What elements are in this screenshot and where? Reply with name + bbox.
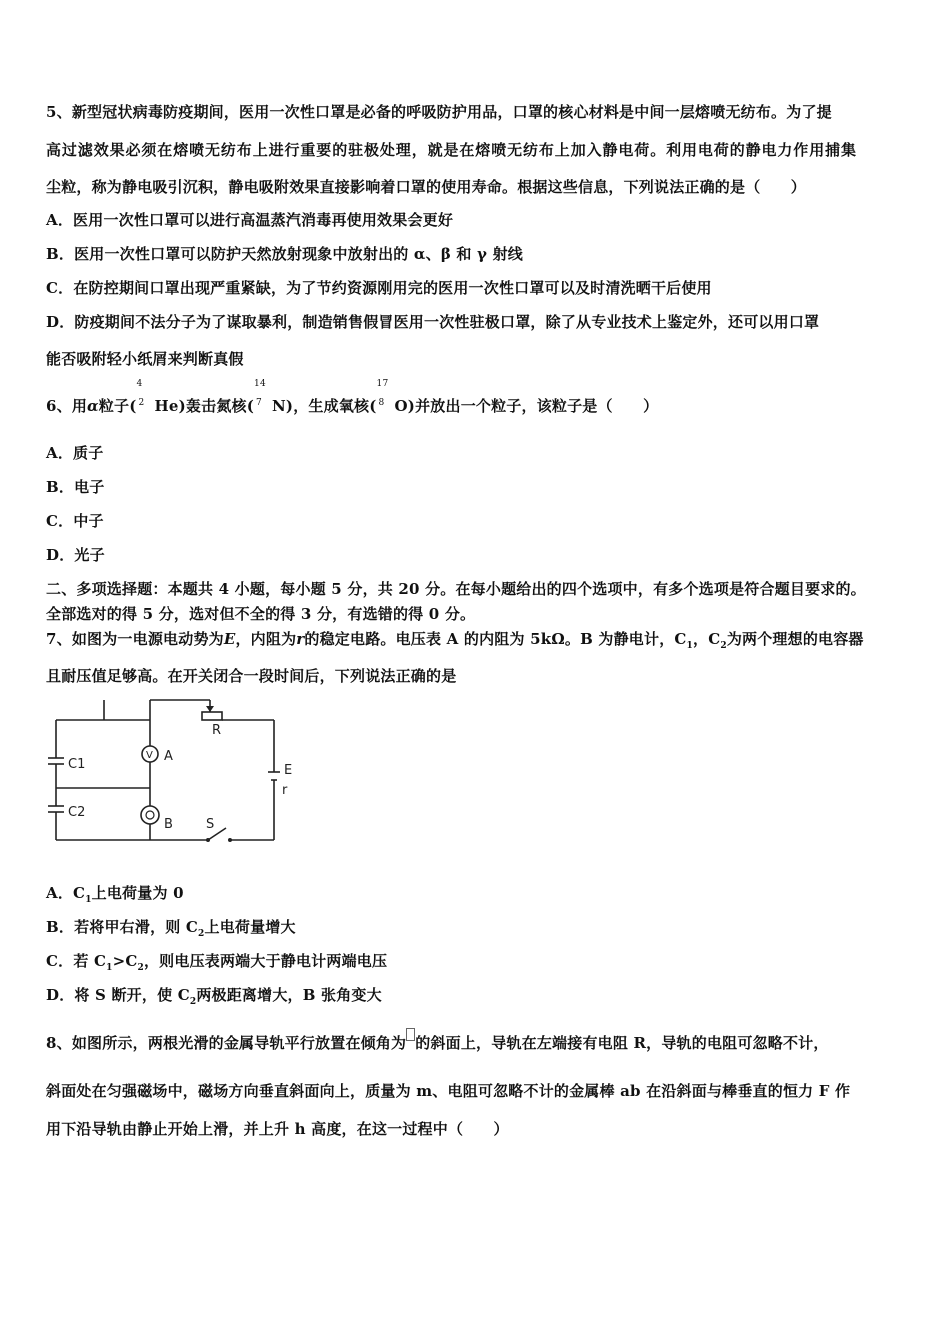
label-e: E [284,763,293,778]
q6-option-d: D．光子 [46,546,105,564]
q8-stem-line3: 用下沿导轨由静止开始上滑，并上升 h 高度，在这一过程中（ ） [46,1120,509,1138]
oxygen-isotope: 17 8 [376,379,389,408]
missing-symbol-box [406,1028,415,1041]
label-a: A [164,749,173,764]
q6-option-b: B．电子 [46,478,105,496]
q5-option-d-line2: 能否吸附轻小纸屑来判断真假 [46,350,244,368]
section2-line1: 二、多项选择题：本题共 4 小题，每小题 5 分，共 20 分。在每小题给出的四个选项中，有多个选项是符合题目要求的。 [46,580,866,598]
q7-stem-line2: 且耐压值足够高。在开关闭合一段时间后，下列说法正确的是 [46,667,457,685]
alpha-symbol: α [87,397,99,415]
q5-option-b: B．医用一次性口罩可以防护天然放射现象中放射出的 α、β 和 γ 射线 [46,245,523,263]
nitrogen-isotope: 14 7 [254,379,266,408]
label-b: B [164,817,173,832]
rheostat-r [202,712,222,720]
label-c1: C1 [68,757,86,772]
q7-stem-line1: 7、如图为一电源电动势为E，内阻为r的稳定电路。电压表 A 的内阻为 5kΩ。B 为静电计，$C_1$，$C_2$为两个理想的电容器 [46,630,864,651]
electrometer-b [141,806,159,824]
label-s: S [206,817,215,832]
label-internal-r: r [282,783,288,798]
q8-stem-line2: 斜面处在匀强磁场中，磁场方向垂直斜面向上，质量为 m、电阻可忽略不计的金属棒 ab 在沿斜面与棒垂直的恒力 F 作 [46,1082,851,1100]
q6-option-a: A．质子 [46,444,104,462]
q7-option-a: A．$C_1$上电荷量为 0 [46,884,184,905]
label-r: R [212,723,222,738]
q5-stem-line2: 高过滤效果必须在熔喷无纺布上进行重要的驻极处理，就是在熔喷无纺布上加入静电荷。利用电荷的静电力作用捕集 [46,141,857,159]
voltmeter-symbol: V [146,750,153,761]
q8-stem-line1: 8、如图所示，两根光滑的金属导轨平行放置在倾角为 的斜面上，导轨在左端接有电阻 R，导轨的电阻可忽略不计， [46,1034,910,1052]
q5-stem-line1: 5、新型冠状病毒防疫期间，医用一次性口罩是必备的呼吸防护用品，口罩的核心材料是中间一层熔喷无纺布。为了提 [46,103,832,121]
q6-stem: 6、用α粒子( 4 2 He)轰击氮核( 14 7 N)，生成氧核( 17 8 O)并放出一个粒子，该粒子是（ ） [46,379,659,415]
q5-stem-line3: 尘粒，称为静电吸引沉积，静电吸附效果直接影响着口罩的使用寿命。根据这些信息，下列说法正确的是（ ） [46,178,807,196]
q7-option-d: D．将 S 断开，使 $C_2$两极距离增大，B 张角变大 [46,986,382,1007]
label-c2: C2 [68,805,86,820]
helium-isotope: 4 2 [136,379,145,408]
circuit-diagram [46,698,306,848]
slider-arrow-icon [206,706,214,712]
q5-option-d-line1: D．防疫期间不法分子为了谋取暴利，制造销售假冒医用一次性驻极口罩，除了从专业技术上鉴定外，还可以用口罩 [46,313,820,331]
q7-option-b: B．若将甲右滑，则 $C_2$上电荷量增大 [46,918,296,939]
q5-option-a: A．医用一次性口罩可以进行高温蒸汽消毒再使用效果会更好 [46,211,454,229]
q6-option-c: C．中子 [46,512,104,530]
q7-option-c: C．若 $C_1>C_2$，则电压表两端大于静电计两端电压 [46,952,388,973]
section2-line2: 全部选对的得 5 分，选对但不全的得 3 分，有选错的得 0 分。 [46,605,476,623]
q5-option-c: C．在防控期间口罩出现严重紧缺，为了节约资源刚用完的医用一次性口罩可以及时清洗晒干后使用 [46,279,712,297]
